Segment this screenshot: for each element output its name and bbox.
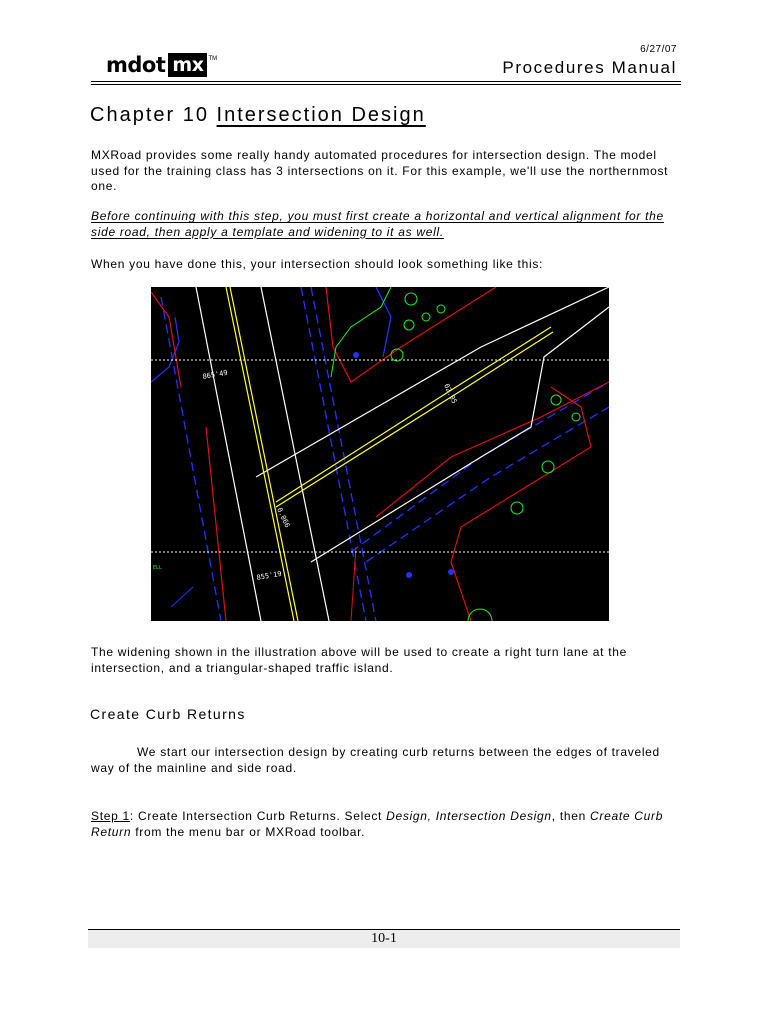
menu-intersection-design: Intersection Design — [435, 809, 552, 823]
cad-drawing — [151, 287, 609, 621]
logo-trademark: TM — [208, 56, 218, 62]
chapter-title: Intersection Design — [216, 104, 426, 126]
cad-background — [151, 287, 609, 621]
mdot-mx-logo — [106, 52, 217, 78]
step-1-paragraph — [91, 809, 681, 840]
warning-paragraph: Before continuing with this step, you must first create a horizontal and vertical alignment for the side road, then apply a template and widening to it as well. — [91, 209, 664, 239]
step-text-b: , then — [551, 809, 591, 823]
figure-label-4: 0.066 — [275, 506, 292, 529]
menu-design: Design — [386, 809, 428, 823]
intro-paragraph: MXRoad provides some really handy automated procedures for intersection design. The model used for the training class has 3 intersections on it. For this example, we'll use the northernmost one. — [91, 148, 669, 193]
lead-in-paragraph: When you have done this, your intersection should look something like this: — [91, 257, 544, 271]
after-figure-paragraph: The widening shown in the illustration above will be used to create a right turn lane at the intersection, and a triangular-shaped traffic island. — [91, 645, 628, 675]
figure-label-3: 855'19 — [255, 569, 283, 582]
figure-label-5: ELL — [153, 565, 163, 571]
figure-label-1: 865'49 — [201, 368, 229, 381]
header-rule — [91, 81, 681, 85]
section-heading: Create Curb Returns — [90, 706, 246, 722]
menu-create-curb-return: Create Curb Return — [91, 809, 664, 839]
chapter-heading — [90, 104, 426, 127]
step-label: Step 1 — [91, 809, 130, 823]
logo-mx-box: mx — [168, 53, 207, 77]
header-date: 6/27/07 — [640, 44, 677, 55]
figure-label-2: 02.05 — [442, 382, 459, 405]
intersection-cad-figure — [151, 287, 609, 621]
section-paragraph: We start our intersection design by creating curb returns between the edges of traveled way of the mainline and side road. — [91, 745, 660, 775]
header-manual-title: Procedures Manual — [502, 58, 677, 77]
chapter-number: Chapter 10 — [90, 104, 209, 126]
step-text-c: from the menu bar or MXRoad toolbar. — [131, 824, 366, 839]
menu-sep: , — [427, 809, 436, 823]
logo-mdot-text: mdot — [106, 53, 166, 77]
page-number: 10-1 — [371, 931, 397, 946]
step-text-a: : Create Intersection Curb Returns. Select — [129, 809, 387, 823]
